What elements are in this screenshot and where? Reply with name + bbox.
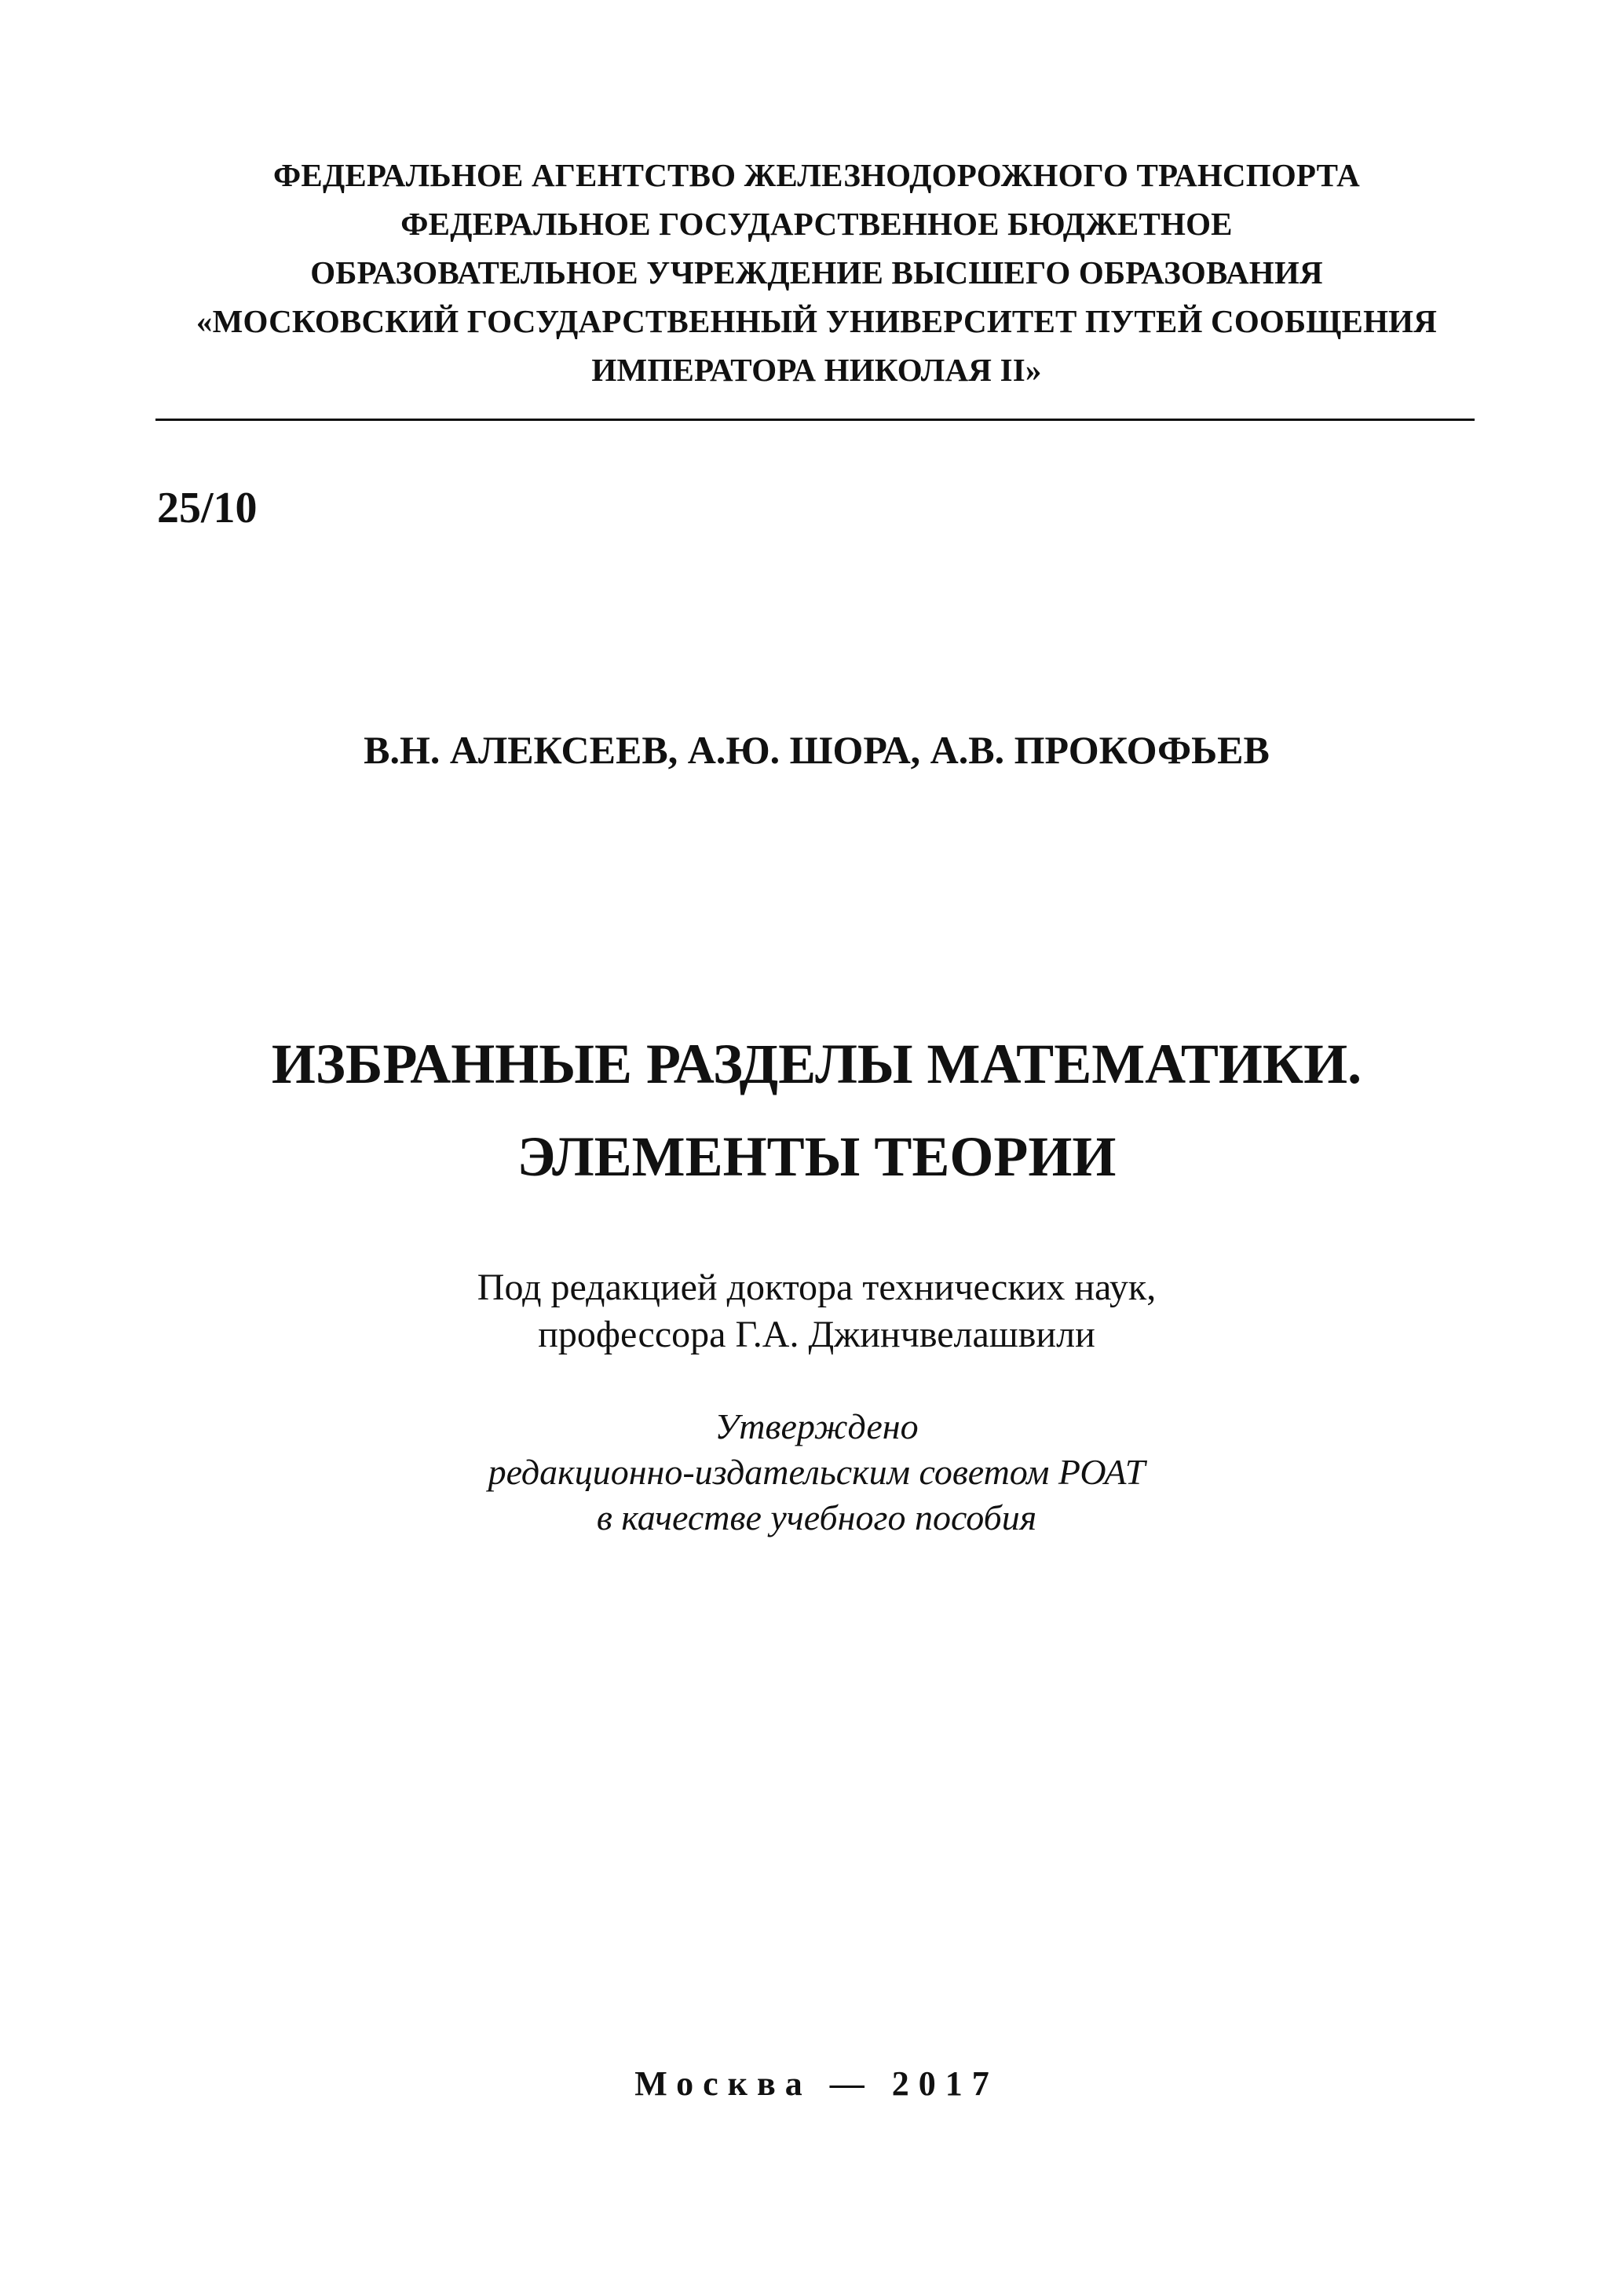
approval-note-line-1: Утверждено <box>715 1406 919 1446</box>
editor-note-line-1: Под редакцией доктора технических наук, <box>477 1267 1157 1308</box>
approval-note-line-2: редакционно-издательским советом РОАТ <box>488 1452 1146 1492</box>
editor-note-line-2: профессора Г.А. Джинчвелашвили <box>538 1314 1095 1355</box>
header-divider <box>155 419 1475 421</box>
book-title-line-2: ЭЛЕМЕНТЫ ТЕОРИИ <box>517 1125 1117 1188</box>
institution-header <box>157 151 1476 394</box>
header-line-federal-budget: ФЕДЕРАЛЬНОЕ ГОСУДАРСТВЕННОЕ БЮДЖЕТНОЕ <box>400 206 1233 242</box>
header-line-educational-institution: ОБРАЗОВАТЕЛЬНОЕ УЧРЕЖДЕНИЕ ВЫСШЕГО ОБРАЗОВАНИЯ <box>310 254 1323 291</box>
book-title-line-1: ИЗБРАННЫЕ РАЗДЕЛЫ МАТЕМАТИКИ. <box>271 1033 1362 1095</box>
catalog-code: 25/10 <box>157 484 258 532</box>
header-line-university-name-end: ИМПЕРАТОРА НИКОЛАЯ II» <box>591 352 1042 388</box>
header-line-agency: ФЕДЕРАЛЬНОЕ АГЕНТСТВО ЖЕЛЕЗНОДОРОЖНОГО ТРАНСПОРТА <box>272 157 1360 193</box>
approval-note <box>157 1404 1476 1541</box>
editor-note <box>157 1264 1476 1358</box>
city-year: Москва — 2017 <box>634 2064 999 2103</box>
book-title <box>157 1018 1476 1203</box>
header-line-university-name: «МОСКОВСКИЙ ГОСУДАРСТВЕННЫЙ УНИВЕРСИТЕТ ПУТЕЙ СООБЩЕНИЯ <box>196 303 1438 339</box>
approval-note-line-3: в качестве учебного пособия <box>596 1497 1037 1537</box>
authors: В.Н. АЛЕКСЕЕВ, А.Ю. ШОРА, А.В. ПРОКОФЬЕВ <box>364 728 1270 772</box>
